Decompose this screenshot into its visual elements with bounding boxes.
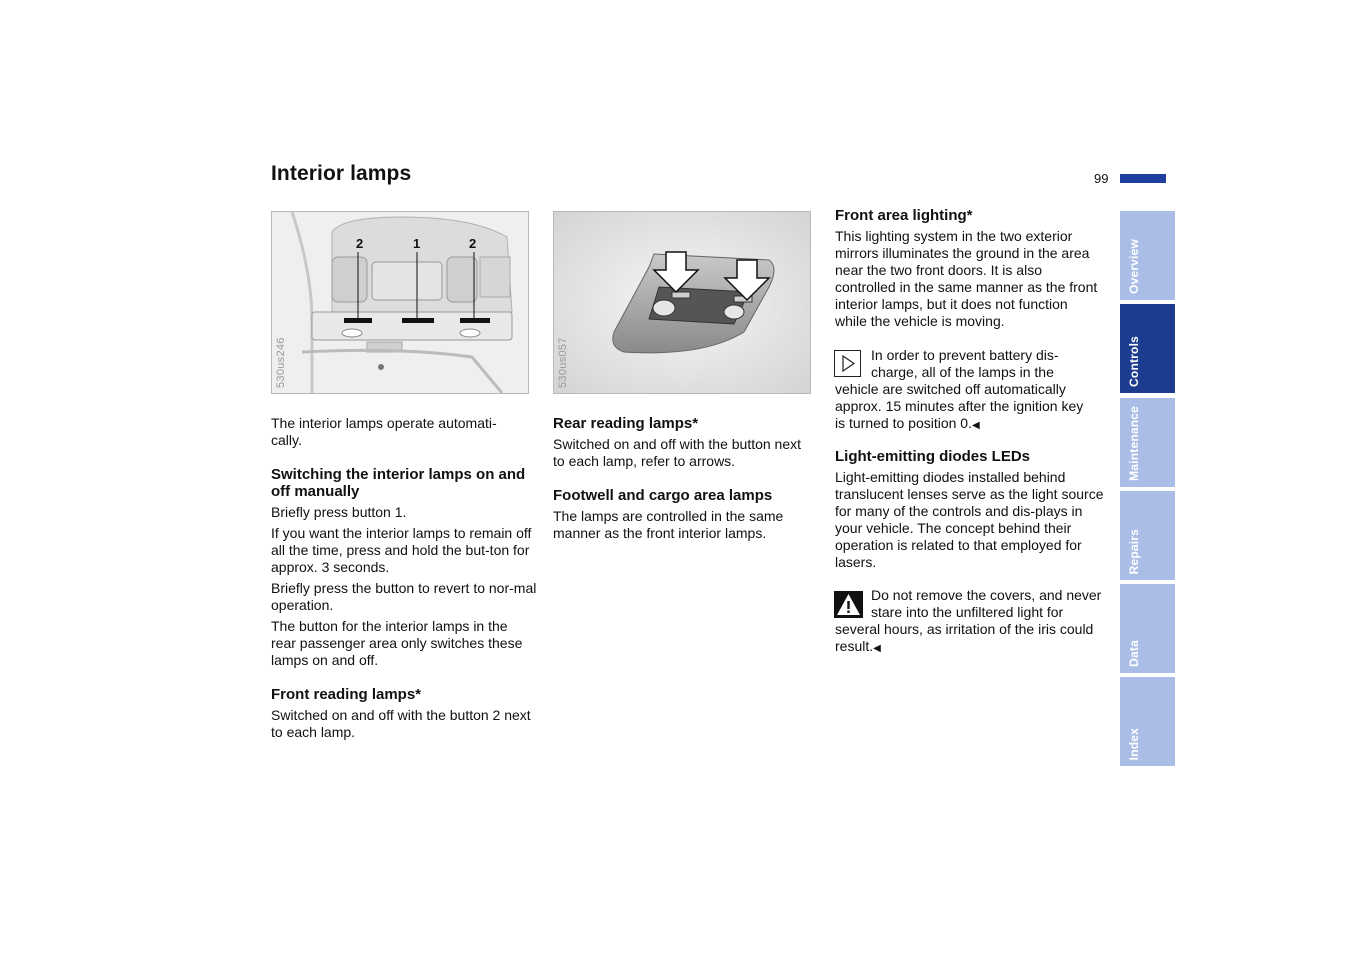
rear-reading-text: Switched on and off with the button next to each lamp, refer to arrows. bbox=[553, 436, 802, 469]
tab-label: Controls bbox=[1127, 336, 1141, 387]
tab-label: Data bbox=[1127, 640, 1141, 667]
tab-overview[interactable] bbox=[1120, 211, 1175, 300]
tab-controls[interactable] bbox=[1120, 304, 1175, 393]
tab-label: Index bbox=[1127, 727, 1141, 760]
tab-label: Repairs bbox=[1127, 528, 1141, 574]
figure-code: 530us057 bbox=[557, 337, 569, 388]
column-3 bbox=[835, 207, 1107, 330]
switching-p1: Briefly press button 1. bbox=[271, 504, 407, 520]
heading-switching: Switching the interior lamps on and off manually bbox=[271, 466, 526, 500]
switching-p3: Briefly press the button to revert to nor-mal operation. bbox=[271, 580, 537, 613]
note-text: In order to prevent battery dis-charge, all of the lamps in the vehicle are switched off automatically approx. 15 minutes after the ignition key is turned to position 0. bbox=[835, 347, 1084, 431]
column-1 bbox=[271, 415, 543, 741]
heading-footwell: Footwell and cargo area lamps bbox=[553, 487, 773, 504]
intro-text: The interior lamps operate automati-cally. bbox=[271, 415, 497, 448]
tab-label: Overview bbox=[1127, 239, 1141, 294]
tab-data[interactable] bbox=[1120, 584, 1175, 673]
heading-rear-reading: Rear reading lamps* bbox=[553, 415, 699, 432]
tab-maintenance[interactable] bbox=[1120, 398, 1175, 487]
figure-interior-lamp-buttons bbox=[271, 211, 529, 394]
figure-code: 530us246 bbox=[275, 337, 287, 388]
tab-repairs[interactable] bbox=[1120, 491, 1175, 580]
page-marker-bar bbox=[1120, 174, 1166, 183]
page-title: Interior lamps bbox=[271, 162, 412, 185]
warning-text-block bbox=[835, 587, 1103, 657]
end-mark-icon: ◀ bbox=[971, 420, 980, 431]
leds-section bbox=[835, 448, 1107, 571]
note-text-block bbox=[835, 347, 1097, 434]
switching-p4: The button for the interior lamps in the rear passenger area only switches these lamps on and off. bbox=[271, 618, 523, 668]
callout-label-2-left: 2 bbox=[356, 236, 364, 251]
front-area-text: This lighting system in the two exterior mirrors illuminates the ground in the area near the two front doors. It is also controlled in the same manner as the front interior lamps, but it does not function while the vehicle is moving. bbox=[835, 228, 1098, 329]
heading-front-area: Front area lighting* bbox=[835, 207, 973, 224]
front-reading-text: Switched on and off with the button 2 next to each lamp. bbox=[271, 707, 531, 740]
callout-label-2-right: 2 bbox=[469, 236, 477, 251]
console-illustration bbox=[272, 212, 528, 393]
footwell-text: The lamps are controlled in the same manner as the front interior lamps. bbox=[553, 508, 784, 541]
tab-index[interactable] bbox=[1120, 677, 1175, 766]
heading-front-reading: Front reading lamps* bbox=[271, 686, 422, 703]
rear-lamp-illustration bbox=[554, 212, 810, 393]
page-number: 99 bbox=[1094, 171, 1109, 186]
callout-label-1: 1 bbox=[413, 236, 421, 251]
column-2 bbox=[553, 415, 825, 542]
end-mark-icon: ◀ bbox=[873, 643, 881, 654]
warning-text: Do not remove the covers, and never stare into the unfiltered light for several hours, as irritation of the iris could result. bbox=[835, 587, 1102, 654]
figure-rear-reading-lamps bbox=[553, 211, 811, 394]
heading-leds: Light-emitting diodes LEDs bbox=[835, 448, 1030, 465]
leds-text: Light-emitting diodes installed behind translucent lenses serve as the light source for many of the controls and dis-plays in your vehicle. The concept behind their operation is related to that employed for lasers. bbox=[835, 469, 1104, 570]
switching-p2: If you want the interior lamps to remain off all the time, press and hold the but-ton for approx. 3 seconds. bbox=[271, 525, 532, 575]
tab-label: Maintenance bbox=[1127, 406, 1141, 481]
